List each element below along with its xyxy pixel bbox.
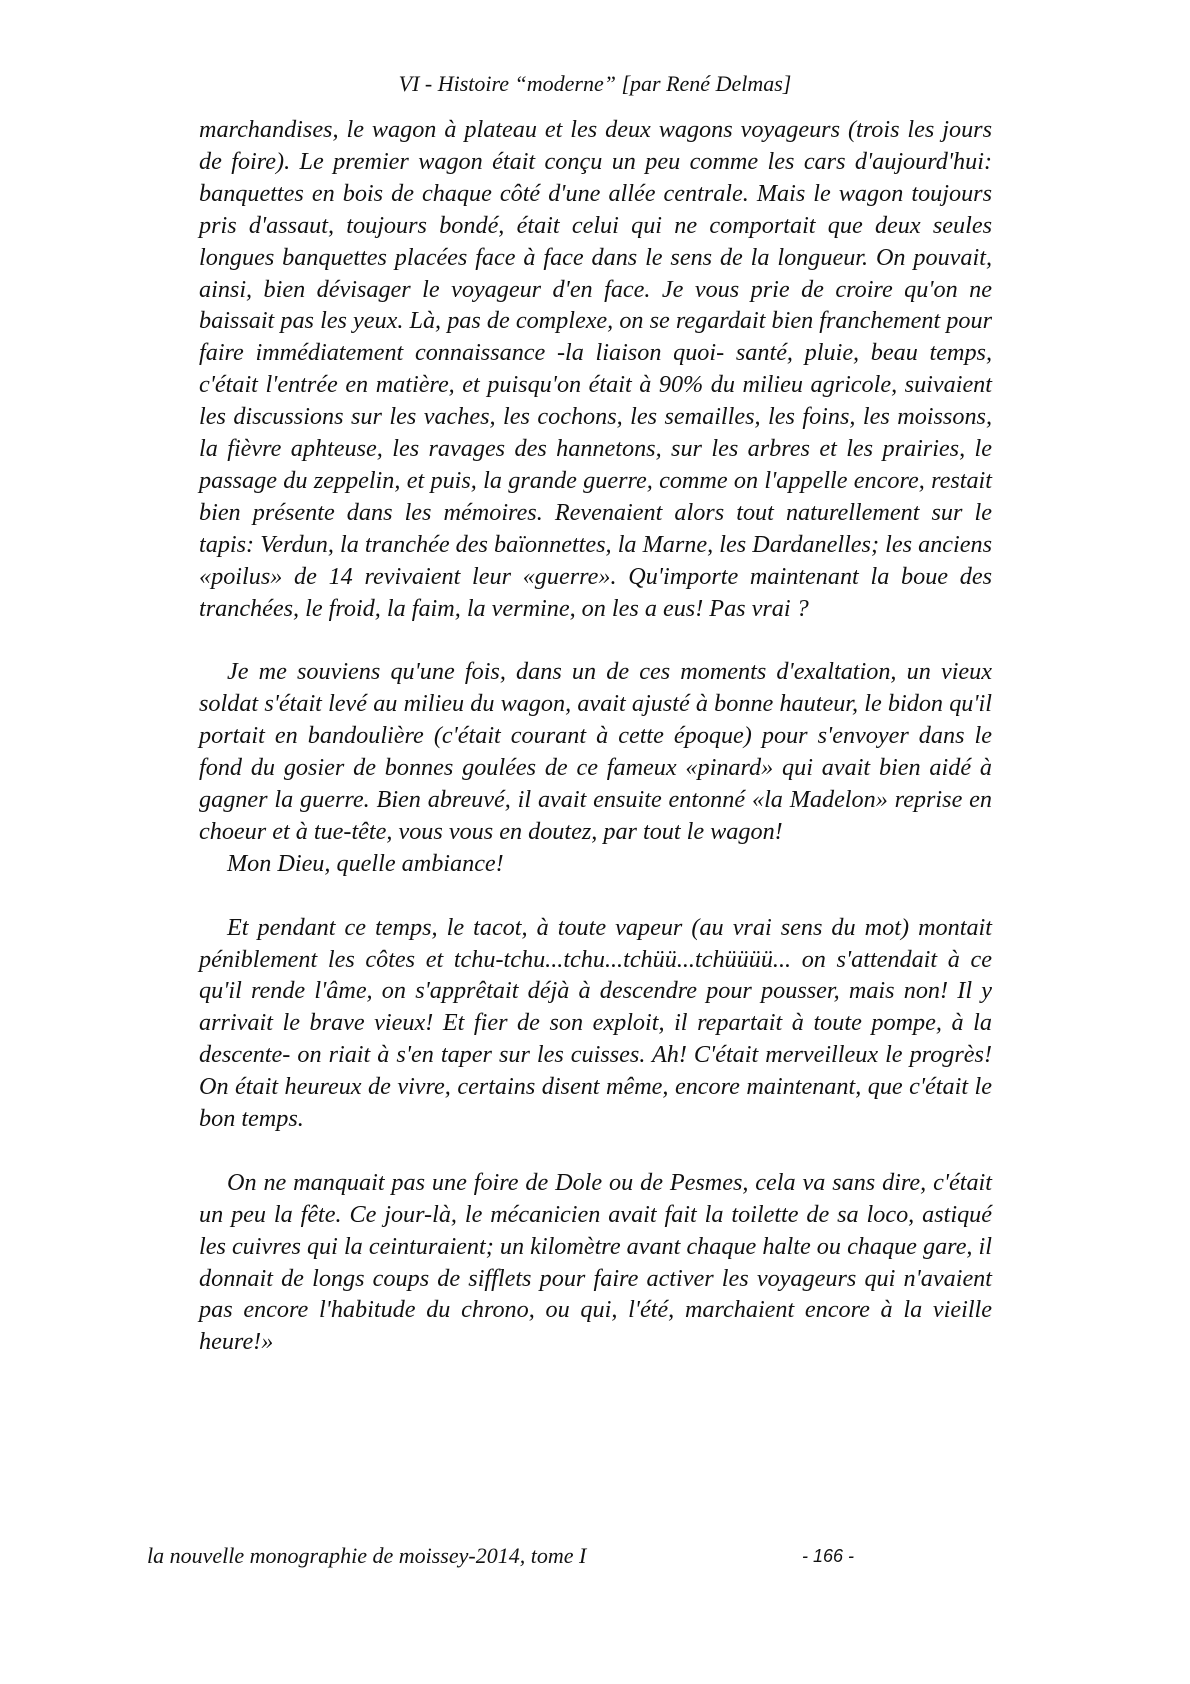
paragraph-ambiance: Mon Dieu, quelle ambiance! bbox=[227, 849, 504, 877]
paragraph-old-soldier: Je me souviens qu'une fois, dans un de ces moments d'exaltation, un vieux soldat s'était levé au milieu du wagon, avait ajusté à bonne hauteur, le bidon qu'il portait en bandoulière (c'était courant à cette époque) pour s'envoyer dans le fond du gosier de bonnes goulées de ce fameux «pinard» qui avait bien aidé à gagner la guerre. Bien abreuvé, il avait ensuite entonné «la Madelon» reprise en choeur et à tue-tête, vous vous en doutez, par tout le wagon! bbox=[199, 658, 992, 845]
paragraph-train-wagons: marchandises, le wagon à plateau et les deux wagons voyageurs (trois les jours de foire). Le premier wagon était conçu un peu comme les cars d'aujourd'hui: banquettes en bois de chaque côté d'une allée centrale. Mais le wagon toujours pris d'assaut, toujours bondé, était celui qui ne comportait que deux seules longues banquettes placées face à face dans le sens de la longueur. On pouvait, ainsi, bien dévisager le voyageur d'en face. Je vous prie de croire qu'on ne baissait pas les yeux. Là, pas de complexe, on se regardait bien franchement pour faire immédiatement connaissance -la liaison quoi- santé, pluie, beau temps, c'était l'entrée en matière, et puisqu'on était à 90% du milieu agricole, suivaient les discussions sur les vaches, les cochons, les semailles, les foins, les moissons, la fièvre aphteuse, les ravages des hannetons, sur les arbres et les prairies, le passage du zeppelin, et puis, la grande guerre, comme on l'appelle encore, restait bien présente dans les mémoires. Revenaient alors tout naturellement sur le tapis: Verdun, la tranchée des baïonnettes, la Marne, les Dardanelles; les anciens «poilus» de 14 revivaient leur «guerre». Qu'importe maintenant la boue des tranchées, le froid, la faim, la vermine, on les a eus! Pas vrai ? bbox=[199, 116, 992, 622]
footer-publication: la nouvelle monographie de moissey-2014, tome I bbox=[147, 1543, 587, 1568]
running-header: VI - Histoire “moderne” [par René Delmas] bbox=[398, 71, 792, 96]
footer-page-number: - 166 - bbox=[802, 1546, 855, 1566]
body-text bbox=[199, 114, 992, 1358]
paragraph-fair-day: On ne manquait pas une foire de Dole ou de Pesmes, cela va sans dire, c'était un peu la fête. Ce jour-là, le mécanicien avait fait la toilette de sa loco, astiqué les cuivres qui la ceinturaient; un kilomètre avant chaque halte ou chaque gare, il donnait de longs coups de sifflets pour faire activer les voyageurs qui n'avaient pas encore l'habitude du chrono, ou qui, l'été, marchaient encore à la vieille heure!» bbox=[199, 1168, 992, 1356]
paragraph-tacot-climb: Et pendant ce temps, le tacot, à toute vapeur (au vrai sens du mot) montait péniblement les côtes et tchu-tchu...tchu...tchüü...tchüüüü... on s'attendait à ce qu'il rende l'âme, on s'apprêtait déjà à descendre pour pousser, mais non! Il y arrivait le brave vieux! Et fier de son exploit, il repartait à toute pompe, à la descente- on riait à s'en taper sur les cuisses. Ah! C'était merveilleux le progrès! On était heureux de vivre, certains disent même, encore maintenant, que c'était le bon temps. bbox=[199, 913, 992, 1133]
